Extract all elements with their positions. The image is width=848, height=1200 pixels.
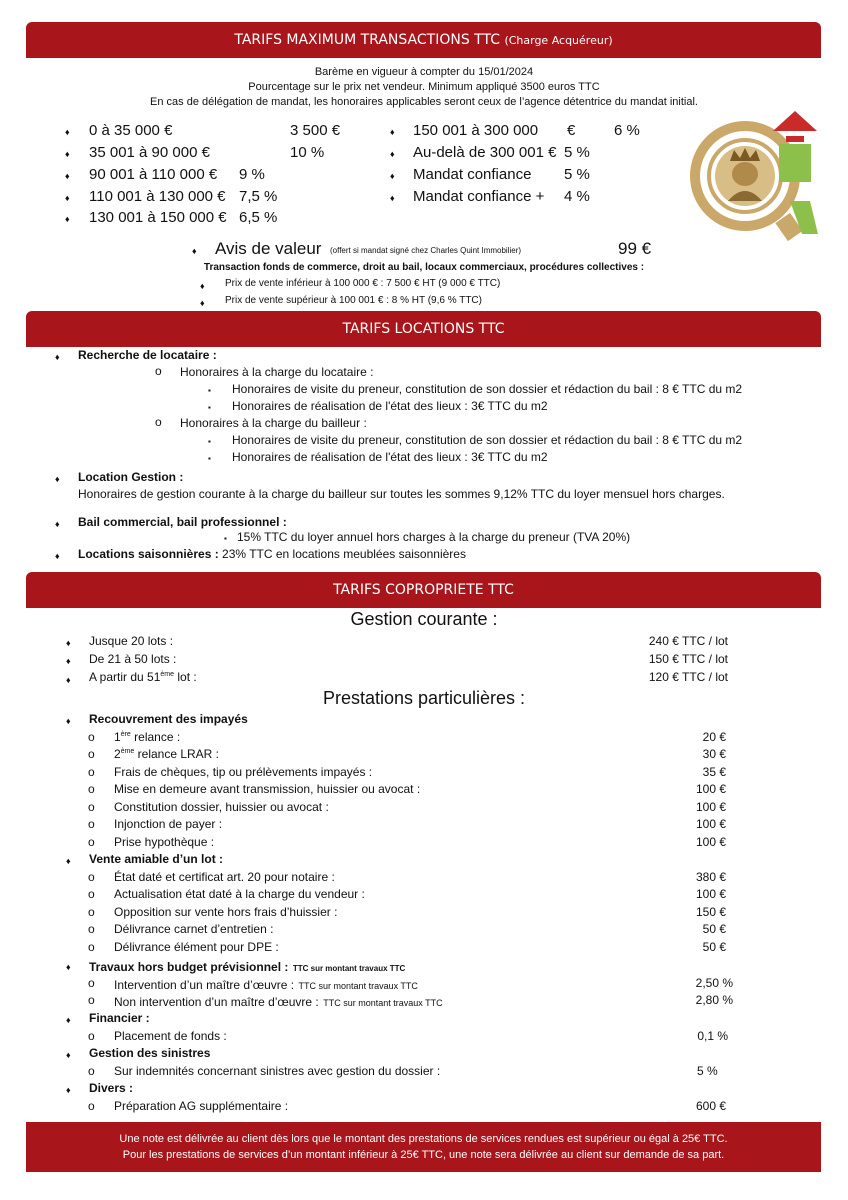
- lots-price: 240 € TTC / lot: [648, 634, 728, 648]
- footer-line: Une note est délivrée au client dès lors que le montant des prestations de services rendues est supérieur ou égal à 25€ TTC.: [119, 1133, 728, 1145]
- rate-fee: 6,5 %: [239, 209, 278, 226]
- travaux-item-note: TTC sur montant travaux TTC: [298, 981, 418, 991]
- lots-label-sup: ème: [160, 671, 175, 678]
- rate-range: Mandat confiance +: [413, 188, 545, 205]
- etat-fee: Honoraires de réalisation de l'état des lieux : 3€ TTC du m2: [232, 450, 548, 464]
- travaux-item-note: TTC sur montant travaux TTC: [323, 998, 443, 1008]
- bail-text: 15% TTC du loyer annuel hors charges à la charge du preneur (TVA 20%): [237, 530, 631, 544]
- locations-banner: [26, 311, 821, 347]
- presta-price: 5 %: [697, 1064, 718, 1078]
- footer-note: [26, 1122, 821, 1172]
- rate-range: Mandat confiance: [413, 166, 532, 183]
- vente-title: Vente amiable d’un lot :: [89, 852, 224, 866]
- rate-range: 150 001 à 300 000: [413, 122, 539, 139]
- travaux-item-label: Non intervention d’un maître d’œuvre :: [114, 995, 319, 1009]
- lots-label-a: A partir du 51: [89, 670, 161, 684]
- presta-label: Actualisation état daté à la charge du vendeur :: [114, 887, 365, 901]
- rate-fee: 6 %: [614, 122, 640, 139]
- travaux-item-label: Intervention d’un maître d’œuvre :: [114, 978, 295, 992]
- diamond-bullet-icon: ♦: [66, 1015, 71, 1025]
- transactions-subtitle: (Charge Acquéreur): [504, 34, 613, 47]
- avis-price: 99 €: [618, 239, 652, 258]
- circle-bullet-icon: o: [88, 905, 95, 919]
- fonds-item: Prix de vente supérieur à 100 001 € : 8 % HT (9,6 % TTC): [225, 295, 482, 306]
- rate-fee: 9 %: [239, 166, 265, 183]
- presta-price: 100 €: [695, 800, 726, 814]
- transactions-title: TARIFS MAXIMUM TRANSACTIONS TTC: [234, 32, 500, 48]
- presta-price: 35 €: [702, 765, 726, 779]
- presta-price: 380 €: [695, 870, 726, 884]
- presta-label: Placement de fonds :: [114, 1029, 227, 1043]
- presta-label: Délivrance élément pour DPE :: [114, 940, 279, 954]
- circle-bullet-icon: o: [88, 782, 95, 796]
- lots-label-b: lot :: [174, 670, 197, 684]
- lots-label: Jusque 20 lots :: [89, 634, 174, 648]
- bail-title: Bail commercial, bail professionnel :: [78, 515, 287, 529]
- relance-sup: ème: [120, 748, 135, 755]
- circle-bullet-icon: o: [88, 993, 95, 1007]
- diamond-bullet-icon: ♦: [65, 193, 70, 203]
- circle-bullet-icon: o: [88, 817, 95, 831]
- diamond-bullet-icon: ♦: [66, 962, 71, 972]
- intro-line-3: En cas de délégation de mandat, les honoraires applicables seront ceux de l’agence détentrice du mandat initial.: [150, 96, 698, 108]
- visite-fee: Honoraires de visite du preneur, constitution de son dossier et rédaction du bail : 8 € TTC du m2: [232, 433, 743, 447]
- presta-label: Frais de chèques, tip ou prélèvements impayés :: [114, 765, 373, 779]
- gestion-title: Location Gestion :: [78, 470, 184, 484]
- diamond-bullet-icon: ♦: [65, 171, 70, 181]
- lots-label: De 21 à 50 lots :: [89, 652, 177, 666]
- presta-price: 150 €: [695, 905, 726, 919]
- rate-fee: 5 %: [564, 144, 590, 161]
- diamond-bullet-icon: ♦: [390, 127, 395, 137]
- gestion-text: Honoraires de gestion courante à la charge du bailleur sur toutes les sommes 9,12% TTC du loyer mensuel hors charges.: [78, 487, 725, 501]
- presta-label: Injonction de payer :: [114, 817, 223, 831]
- travaux-title: Travaux hors budget prévisionnel :: [89, 960, 289, 974]
- locataire-label: Honoraires à la charge du locataire :: [180, 365, 374, 379]
- diamond-bullet-icon: ♦: [65, 149, 70, 159]
- presta-price: 2,50 %: [695, 976, 733, 990]
- presta-label: Opposition sur vente hors frais d’huissier :: [114, 905, 338, 919]
- saison-title: Locations saisonnières :: [78, 547, 219, 561]
- presta-label: Préparation AG supplémentaire :: [114, 1099, 289, 1113]
- presta-label: État daté et certificat art. 20 pour notaire :: [114, 870, 335, 884]
- diamond-bullet-icon: ♦: [66, 1050, 71, 1060]
- visite-fee: Honoraires de visite du preneur, constitution de son dossier et rédaction du bail : 8 € TTC du m2: [232, 382, 743, 396]
- relance-a: 1: [114, 730, 121, 744]
- intro-line-1: Barème en vigueur à compter du 15/01/2024: [314, 66, 534, 78]
- relance-b: relance :: [130, 730, 181, 744]
- presta-price: 50 €: [702, 922, 726, 936]
- presta-label: Sur indemnités concernant sinistres avec gestion du dossier :: [114, 1064, 441, 1078]
- avis-label: Avis de valeur: [215, 239, 322, 258]
- rate-range: Au-delà de 300 001 €: [413, 144, 557, 161]
- locations-title: TARIFS LOCATIONS TTC: [342, 321, 505, 337]
- diamond-bullet-icon: ♦: [55, 474, 60, 484]
- circle-bullet-icon: o: [88, 940, 95, 954]
- circle-bullet-icon: o: [88, 922, 95, 936]
- rate-range: 90 001 à 110 000 €: [89, 166, 218, 183]
- prestations-heading: Prestations particulières :: [322, 688, 526, 708]
- rate-fee: 3 500 €: [290, 122, 341, 139]
- presta-price: 2,80 %: [695, 993, 733, 1007]
- lots-label: [89, 670, 197, 684]
- presta-price: 30 €: [702, 747, 726, 761]
- circle-bullet-icon: o: [88, 976, 95, 990]
- rate-range: 0 à 35 000 €: [89, 122, 173, 139]
- presta-price: 20 €: [702, 730, 726, 744]
- diamond-bullet-icon: ♦: [65, 127, 70, 137]
- etat-fee: Honoraires de réalisation de l'état des lieux : 3€ TTC du m2: [232, 399, 548, 413]
- presta-label: [114, 747, 219, 761]
- diamond-bullet-icon: ♦: [65, 214, 70, 224]
- presta-price: 100 €: [695, 887, 726, 901]
- saison-line: [78, 547, 466, 561]
- circle-bullet-icon: o: [88, 1099, 95, 1113]
- presta-label: Prise hypothèque :: [114, 835, 215, 849]
- circle-bullet-icon: o: [88, 765, 95, 779]
- divers-title: Divers :: [89, 1081, 134, 1095]
- copro-title: TARIFS COPROPRIETE TTC: [333, 582, 514, 598]
- relance-a: 2: [114, 747, 121, 761]
- circle-bullet-icon: o: [155, 364, 162, 378]
- circle-bullet-icon: o: [88, 887, 95, 901]
- rate-fee: 7,5 %: [239, 188, 278, 205]
- gestion-courante-heading: Gestion courante :: [350, 609, 498, 629]
- relance-sup: ère: [120, 731, 131, 738]
- presta-price: 100 €: [695, 817, 726, 831]
- diamond-bullet-icon: ♦: [66, 1085, 71, 1095]
- rate-range: 35 001 à 90 000 €: [89, 144, 210, 161]
- diamond-bullet-icon: ♦: [66, 716, 71, 726]
- circle-bullet-icon: o: [88, 730, 95, 744]
- rate-euro: €: [567, 122, 576, 139]
- bailleur-label: Honoraires à la charge du bailleur :: [180, 416, 367, 430]
- presta-price: 100 €: [695, 835, 726, 849]
- circle-bullet-icon: o: [88, 835, 95, 849]
- diamond-bullet-icon: ♦: [66, 856, 71, 866]
- diamond-bullet-icon: ♦: [390, 149, 395, 159]
- circle-bullet-icon: o: [88, 1029, 95, 1043]
- travaux-line: [89, 958, 405, 976]
- diamond-bullet-icon: ♦: [55, 352, 60, 362]
- presta-price: 600 €: [695, 1099, 726, 1113]
- diamond-bullet-icon: ♦: [192, 246, 197, 256]
- diamond-bullet-icon: ♦: [390, 193, 395, 203]
- presta-label: Délivrance carnet d’entretien :: [114, 922, 274, 936]
- footer-line: Pour les prestations de services d’un montant inférieur à 25€ TTC, une note sera délivrée au client sur demande de sa part.: [122, 1149, 725, 1161]
- recherche-title: Recherche de locataire :: [78, 348, 217, 362]
- circle-bullet-icon: o: [88, 870, 95, 884]
- lots-price: 150 € TTC / lot: [648, 652, 728, 666]
- square-bullet-icon: ▪: [208, 437, 211, 446]
- transactions-banner: [26, 22, 821, 58]
- rate-range: 110 001 à 130 000 €: [89, 188, 226, 205]
- circle-bullet-icon: o: [88, 800, 95, 814]
- square-bullet-icon: ▪: [208, 386, 211, 395]
- diamond-bullet-icon: ♦: [200, 281, 205, 291]
- intro-line-2: Pourcentage sur le prix net vendeur. Minimum appliqué 3500 euros TTC: [248, 81, 600, 93]
- sinistres-title: Gestion des sinistres: [89, 1046, 211, 1060]
- diamond-bullet-icon: ♦: [66, 656, 71, 666]
- square-bullet-icon: ▪: [224, 534, 227, 543]
- lots-price: 120 € TTC / lot: [648, 670, 728, 684]
- fonds-item: Prix de vente inférieur à 100 000 € : 7 500 € HT (9 000 € TTC): [225, 278, 501, 289]
- relance-b: relance LRAR :: [134, 747, 220, 761]
- financier-title: Financier :: [89, 1011, 150, 1025]
- presta-price: 0,1 %: [697, 1029, 728, 1043]
- rate-range: 130 001 à 150 000 €: [89, 209, 227, 226]
- square-bullet-icon: ▪: [208, 403, 211, 412]
- circle-bullet-icon: o: [88, 747, 95, 761]
- circle-bullet-icon: o: [155, 415, 162, 429]
- presta-price: 50 €: [702, 940, 726, 954]
- rate-fee: 5 %: [564, 166, 590, 183]
- presta-label: [114, 993, 443, 1011]
- diamond-bullet-icon: ♦: [66, 675, 71, 685]
- diamond-bullet-icon: ♦: [55, 519, 60, 529]
- charles-quint-logo: [690, 106, 825, 244]
- circle-bullet-icon: o: [88, 1064, 95, 1078]
- avis-note: (offert si mandat signé chez Charles Quint Immobilier): [330, 246, 522, 255]
- rate-fee: 4 %: [564, 188, 590, 205]
- square-bullet-icon: ▪: [208, 454, 211, 463]
- fonds-title: Transaction fonds de commerce, droit au bail, locaux commerciaux, procédures collectives :: [203, 262, 645, 273]
- presta-label: [114, 730, 180, 744]
- presta-label: [114, 976, 418, 994]
- travaux-note: TTC sur montant travaux TTC: [292, 964, 406, 973]
- copro-banner: [26, 572, 821, 608]
- saison-text: 23% TTC en locations meublées saisonnières: [218, 547, 466, 561]
- rate-fee: 10 %: [290, 144, 325, 161]
- diamond-bullet-icon: ♦: [200, 298, 205, 308]
- presta-label: Mise en demeure avant transmission, huissier ou avocat :: [114, 782, 421, 796]
- diamond-bullet-icon: ♦: [55, 551, 60, 561]
- diamond-bullet-icon: ♦: [390, 171, 395, 181]
- diamond-bullet-icon: ♦: [66, 638, 71, 648]
- presta-price: 100 €: [695, 782, 726, 796]
- recouvrement-title: Recouvrement des impayés: [89, 712, 248, 726]
- presta-label: Constitution dossier, huissier ou avocat :: [114, 800, 329, 814]
